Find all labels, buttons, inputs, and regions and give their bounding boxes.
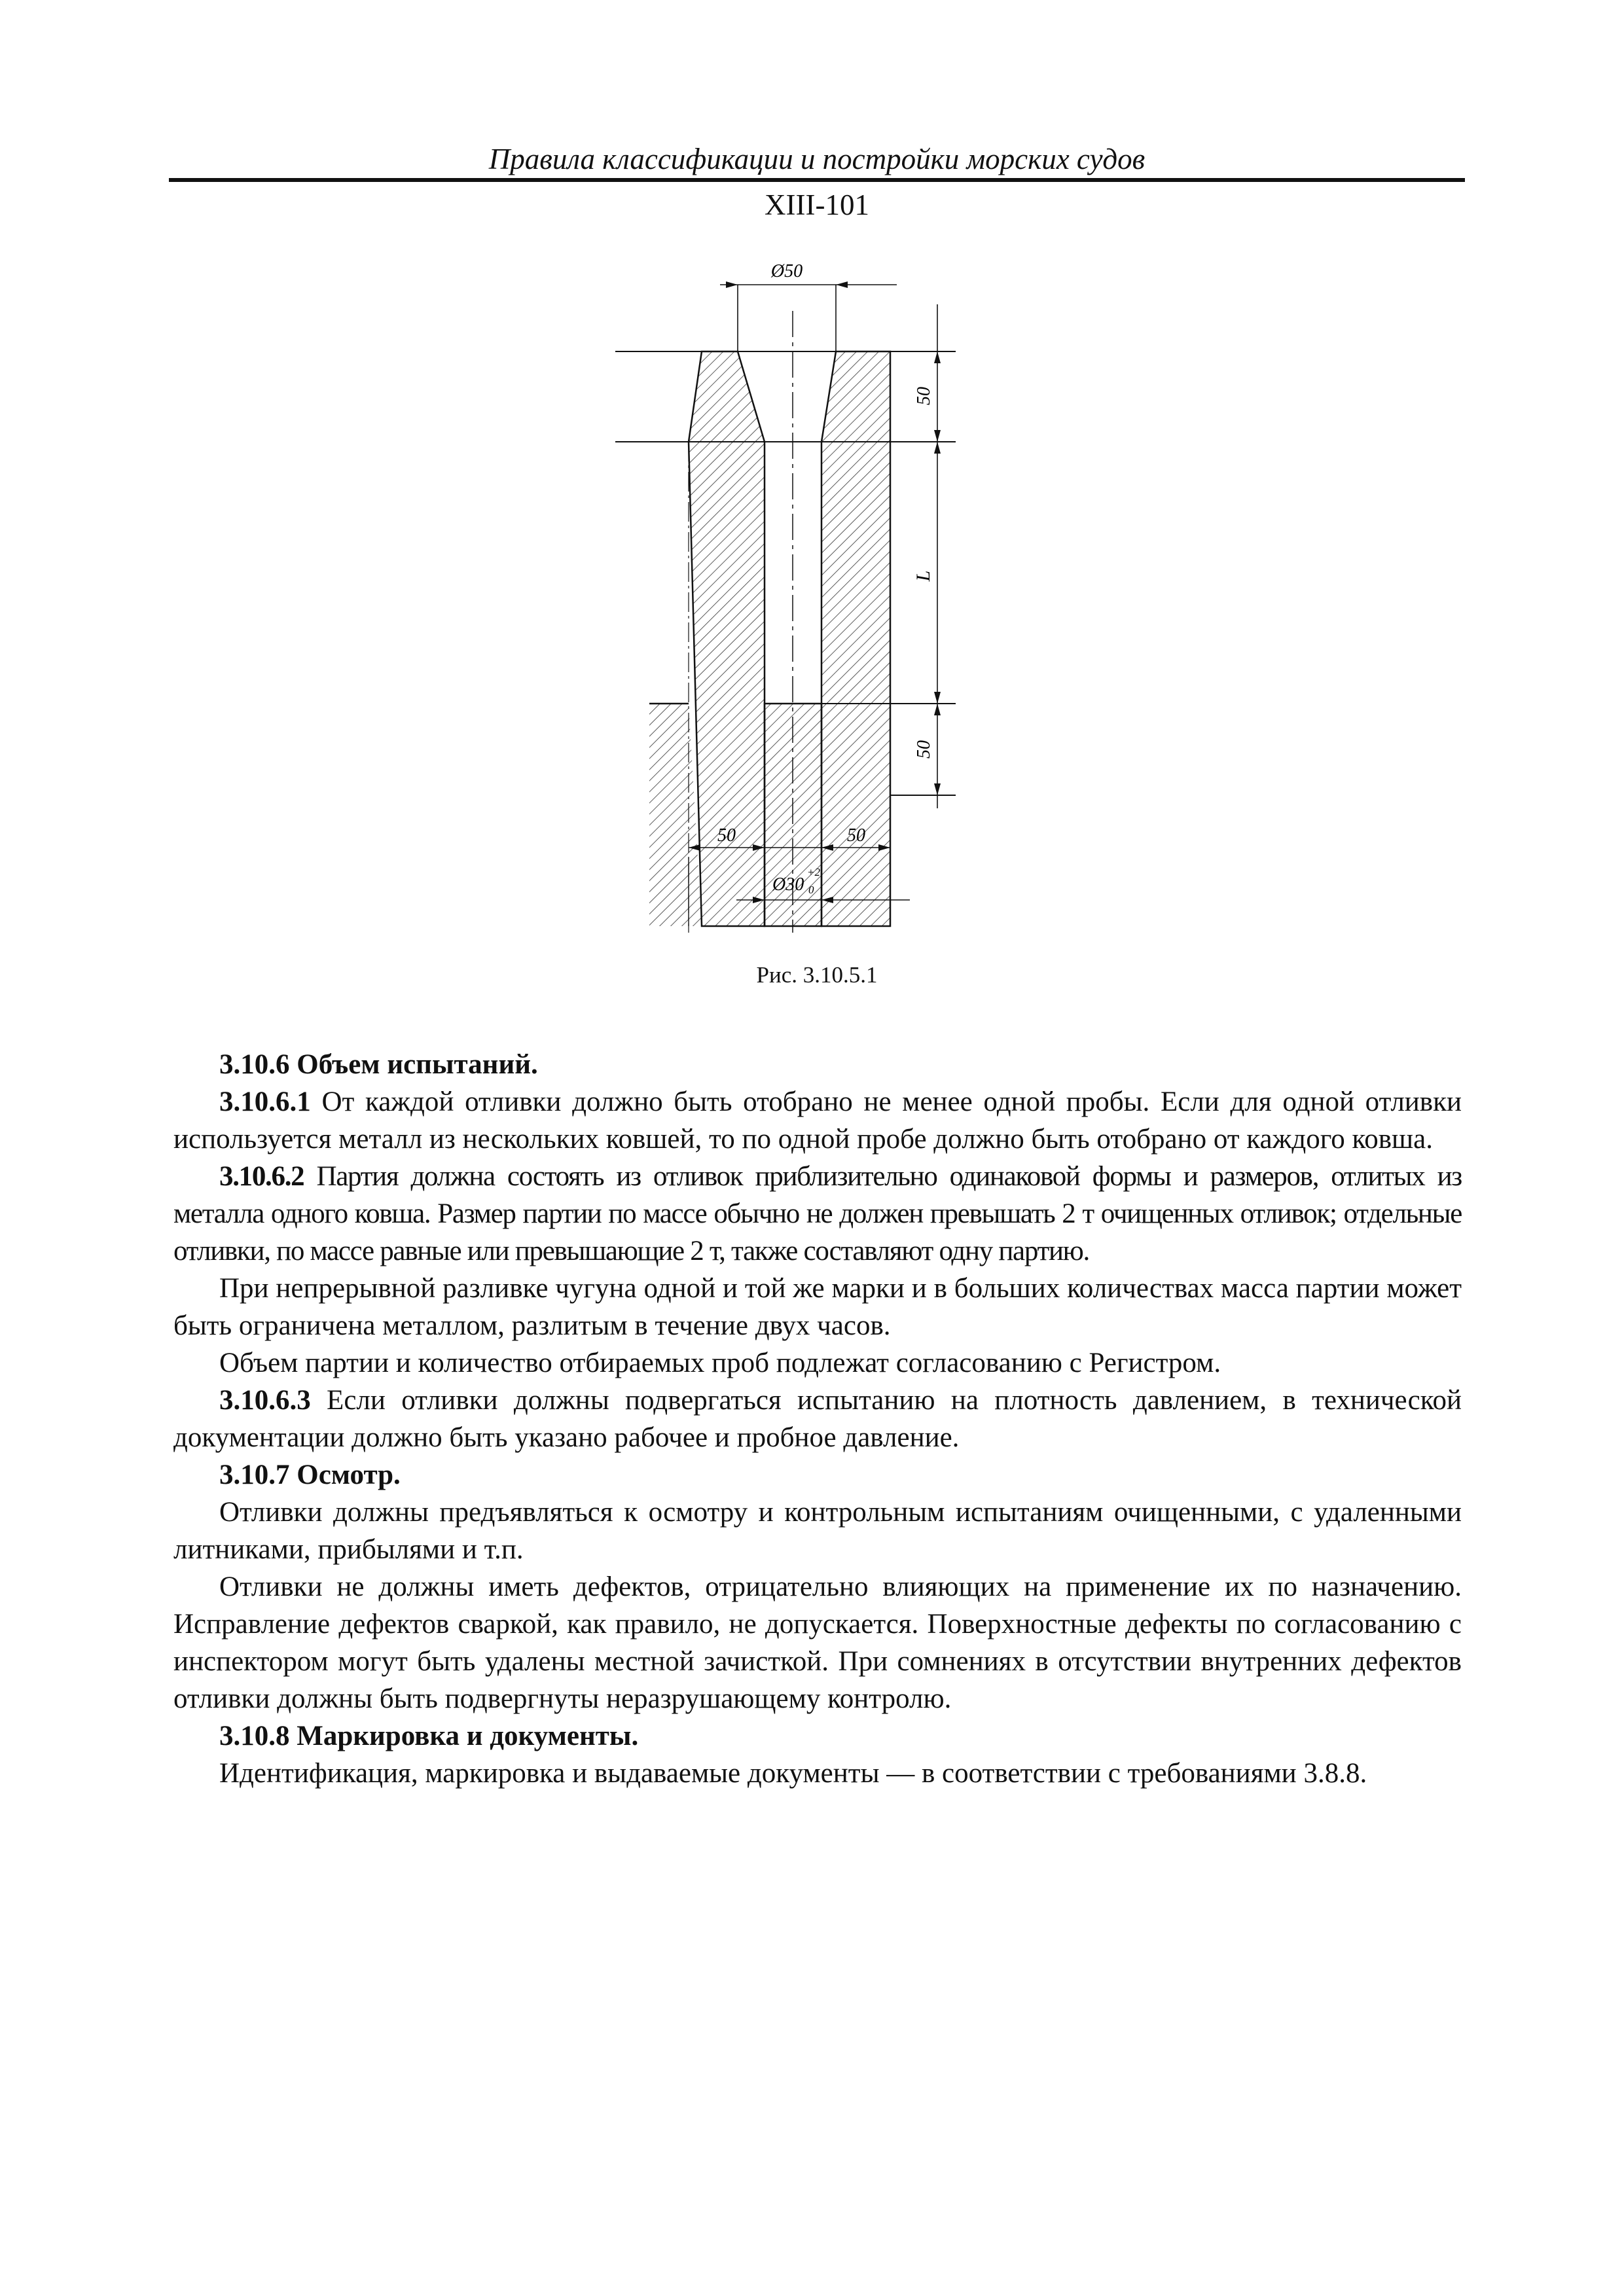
paragraph-3-10-6-2 [173, 1158, 1462, 1270]
dim-top-diameter-label: Ø50 [770, 261, 803, 281]
dim-bottom-height-label: 50 [914, 740, 934, 759]
dim-right-width-label: 50 [847, 825, 865, 846]
body-text [173, 1046, 1462, 1792]
paragraph-3-10-6-3 [173, 1382, 1462, 1456]
dim-bore-prefix: Ø30 [772, 874, 804, 895]
paragraph-inspection-presentation: Отливки должны предъявляться к осмотру и контрольным испытаниям очищенными, с удаленными литниками, прибылями и т.п. [173, 1497, 1462, 1565]
dim-bore-tol-lower: 0 [808, 884, 814, 896]
arrow-top-2 [934, 430, 941, 442]
page-number: XIII-101 [765, 188, 869, 221]
clause-number: 3.10.6.1 [219, 1086, 311, 1117]
paragraph-text: Партия должна состоять из отливок приблизительно одинаковой формы и размеров, отлитых из металла одного ковша. Размер партии по массе обычно не должен превышать 2 т очищенных отливок; отдельные отливки, по массе равные или превышающие 2 т, также составляют одну партию. [173, 1161, 1462, 1266]
arrow-top-1 [934, 351, 941, 363]
left-base-section [649, 704, 702, 926]
section-heading-3-10-7: 3.10.7 Осмотр. [219, 1460, 401, 1490]
clause-number: 3.10.6.2 [219, 1161, 304, 1192]
paragraph-continuous-casting: При непрерывной разливке чугуна одной и той же марки и в больших количествах масса партии может быть ограничена металлом, разлитым в течение двух часов. [173, 1273, 1462, 1341]
paragraph-defects: Отливки не должны иметь дефектов, отрицательно влияющих на применение их по назначению. Исправление дефектов сваркой, как правило, не допускается. Поверхностные дефекты по согласованию с инспектором могут быть удалены местной зачисткой. При сомнениях в отсутствии внутренних дефектов отливки должны быть подвергнуты неразрушающему контролю. [173, 1571, 1462, 1714]
dim-length-label: L [912, 570, 934, 582]
paragraph-batch-volume: Объем партии и количество отбираемых проб подлежат согласованию с Регистром. [219, 1348, 1221, 1378]
paragraph-3-10-6-1 [173, 1083, 1462, 1158]
arrow-bot-1 [934, 704, 941, 715]
arrow-mid-2 [934, 692, 941, 704]
clause-number: 3.10.6.3 [219, 1385, 311, 1416]
section-heading-3-10-8: 3.10.8 Маркировка и документы. [219, 1721, 639, 1751]
arrow-diam-left [726, 281, 738, 288]
paragraph-text: Если отливки должны подвергаться испытанию на плотность давлением, в технической документации должно быть указано рабочее и пробное давление. [173, 1385, 1462, 1453]
paragraph-identification: Идентификация, маркировка и выдаваемые документы — в соответствии с требованиями 3.8.8. [219, 1758, 1367, 1789]
dim-top-height-label: 50 [914, 387, 934, 405]
paragraph-text: От каждой отливки должно быть отобрано не менее одной пробы. Если для одной отливки используется металл из нескольких ковшей, то по одной пробе должно быть отобрано от каждого ковша. [173, 1086, 1462, 1155]
page-header-title: Правила классификации и постройки морских судов [488, 143, 1146, 175]
figure-caption: Рис. 3.10.5.1 [756, 962, 878, 988]
arrow-bot-2 [934, 783, 941, 795]
section-heading-3-10-6: 3.10.6 Объем испытаний. [219, 1049, 538, 1080]
arrow-diam-right [836, 281, 848, 288]
casting-drawing-svg [589, 252, 956, 939]
dim-bore-tol-upper: +2 [807, 866, 820, 878]
arrow-mid-1 [934, 442, 941, 454]
casting-drawing [589, 252, 956, 939]
header-rule [169, 178, 1465, 182]
dim-left-width-label: 50 [717, 825, 736, 846]
dim-bore-label [772, 874, 804, 895]
